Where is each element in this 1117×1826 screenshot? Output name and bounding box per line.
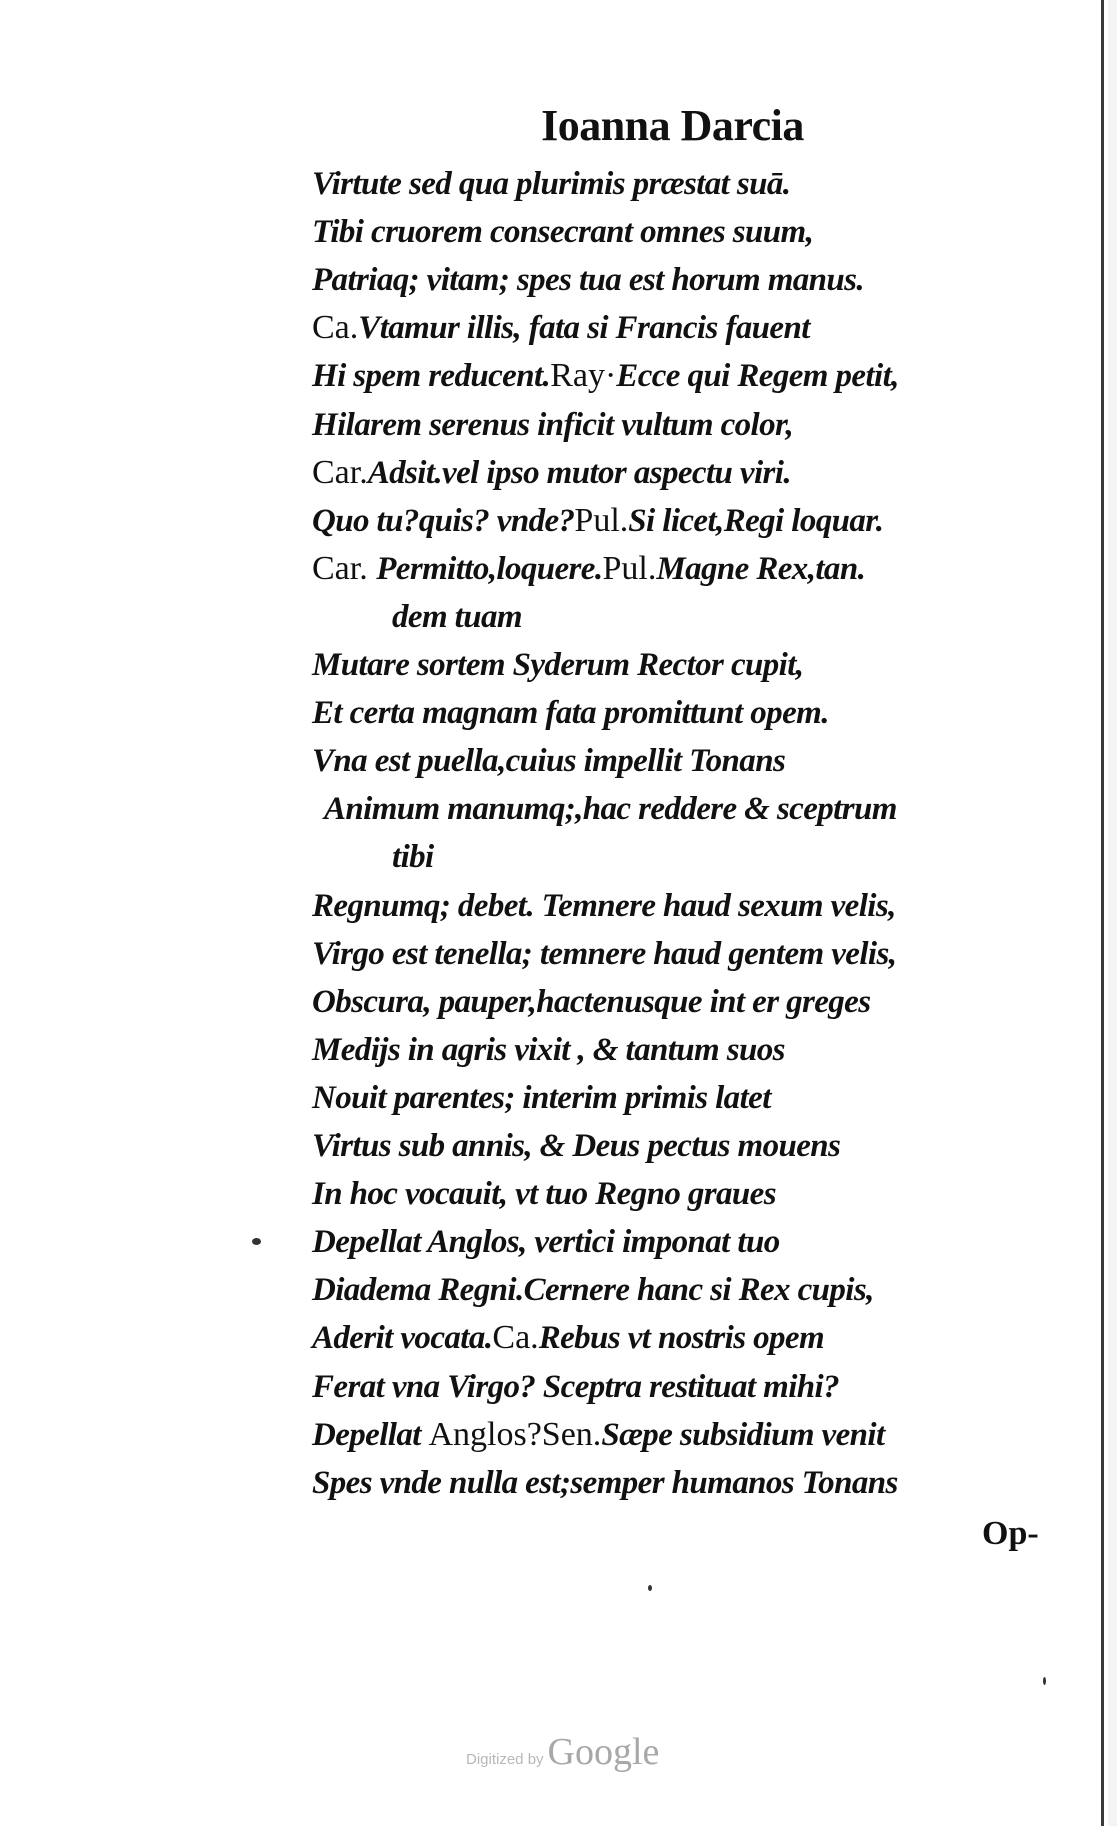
verse-line [392,593,522,641]
verse-text: Virtute sed qua plurimis præstat suā. [312,166,791,202]
verse-text: Medijs in agris vixit , & tantum suos [312,1031,785,1068]
verse-line [312,304,810,352]
page-edge-margin [1108,0,1117,1826]
verse-text: Sæpe subsidium venit [601,1416,885,1453]
verse-text: Nouit parentes; interim primis latet [312,1079,771,1116]
verse-text: Aderit vocata. [312,1320,493,1357]
catchword: Op- [982,1515,1039,1552]
verse-line [312,882,896,930]
verse-line [312,641,803,689]
verse-text: Si licet,Regi loquar. [628,502,884,539]
verse-text: tibi [392,839,434,876]
verse-text: Depellat Anglos, vertici imponat tuo [312,1224,780,1261]
verse-text: Tibi cruorem consecrant omnes suum, [312,214,814,251]
verse-line [392,833,434,881]
verse-line [312,160,790,208]
speaker-label-text: Car. [312,549,377,587]
verse-line [312,1122,840,1170]
speaker-label-text: Pul. [574,501,629,539]
verse-line [312,1411,885,1459]
verse-text: Et certa magnam fata promittunt opem. [312,695,829,732]
verse-text: Vtamur illis, fata si Francis fauent [358,310,810,347]
verse-text: Diadema Regni.Cernere hanc si Rex cupis, [312,1272,874,1309]
verse-line [312,1218,780,1266]
verse-line [312,256,864,304]
verse-line [312,545,865,593]
verse-line [312,1074,771,1122]
digitized-by-google-watermark [466,1730,659,1774]
verse-text: Rebus vt nostris opem [538,1320,825,1357]
verse-line [312,1170,776,1218]
verse-text: Ferat vna Virgo? Sceptra restituat mihi? [312,1368,839,1405]
verse-text: Spes vnde nulla est;semper humanos Tonans [312,1464,898,1501]
verse-text: Vna est puella,cuius impellit Tonans [312,743,786,780]
verse-text: Ecce qui Regem petit, [616,358,899,395]
verse-text: Obscura, pauper,hactenusque int er greges [312,983,871,1020]
watermark-logo-text: Google [547,1731,660,1773]
verse-line [324,785,897,833]
verse-line [312,1266,874,1314]
speaker-label-text: Anglos?Sen. [428,1415,602,1453]
speaker-label-text: Ray· [550,357,617,395]
verse-text: dem tuam [392,598,522,635]
verse-text: Magne Rex,tan. [656,550,866,587]
verse-line [312,208,813,256]
verse-text: Patriaq; vitam; spes tua est horum manus. [312,262,865,299]
verse-line [312,1459,898,1507]
speaker-label-text: Ca. [492,1319,539,1357]
ink-speck [648,1585,652,1591]
verse-line [312,449,791,497]
running-head: Ioanna Darcia [541,101,804,150]
speaker-label-text: Pul. [602,549,657,587]
verse-line [312,930,896,978]
verse-line [312,1363,839,1411]
verse-line [312,401,793,449]
verse-text: Virtus sub annis, & Deus pectus mouens [312,1128,841,1164]
verse-text: Adsit.vel ipso mutor aspectu viri. [367,454,791,491]
verse-line [312,1314,824,1362]
verse-line [312,352,899,400]
ink-speck [252,1238,261,1245]
verse-text: Hilarem serenus inficit vultum color, [312,406,794,443]
verse-line [312,737,785,785]
verse-text: Animum manumq;,hac reddere & sceptrum [324,791,897,828]
verse-line [312,978,870,1026]
verse-text: Regnumq; debet. Temnere haud sexum velis, [312,887,896,924]
verse-line [312,1026,785,1074]
watermark-small-text: Digitized by [466,1751,544,1768]
verse-text: Hi spem reducent. [312,358,551,395]
verse-text: Depellat [312,1416,429,1453]
verse-line [312,689,829,737]
verse-text: In hoc vocauit, vt tuo Regno graues [312,1176,776,1213]
verse-text: Quo tu?quis? vnde? [312,502,575,539]
verse-text: Permitto,loquere. [376,550,603,587]
verse-text: Virgo est tenella; temnere haud gentem velis, [312,935,897,972]
speaker-label-text: Ca. [312,309,359,347]
verse-text: Mutare sortem Syderum Rector cupit, [312,647,804,683]
speaker-label-text: Car. [312,453,368,491]
verse-line [312,497,883,545]
page-edge-shadow [1101,0,1104,1826]
ink-speck [1043,1677,1046,1685]
